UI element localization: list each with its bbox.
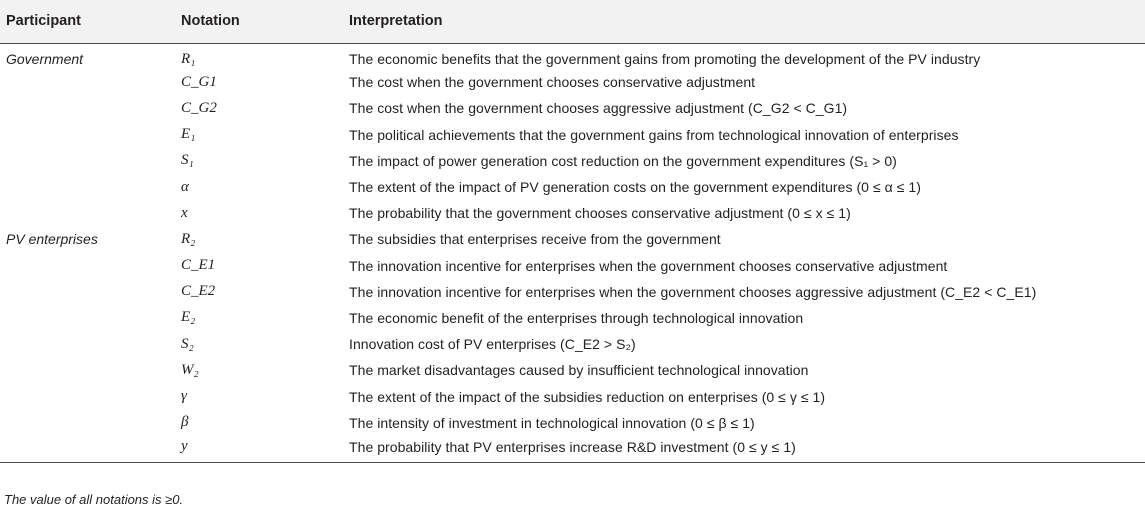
interpretation-cell: The cost when the government chooses aggressive adjustment (C_G2 < C_G1) <box>349 100 848 117</box>
notation-cell: α <box>181 178 189 195</box>
participant-cell: PV enterprises <box>6 231 98 248</box>
table-row <box>0 436 1145 462</box>
table-row <box>0 305 1145 331</box>
participant-cell <box>0 305 175 331</box>
notation-cell: R₂ <box>181 230 196 247</box>
notation-cell: E₁ <box>181 126 196 143</box>
notation-cell: C_G2 <box>181 99 217 116</box>
table-row <box>0 174 1145 200</box>
participant-cell <box>0 148 175 174</box>
interpretation-cell: The extent of the impact of PV generation costs on the government expenditures (0 ≤ α ≤ 1) <box>349 179 921 196</box>
participant-cell <box>0 410 175 436</box>
interpretation-cell: Innovation cost of PV enterprises (C_E2 > S₂) <box>349 336 636 353</box>
table-footnote: The value of all notations is ≥0. <box>4 492 184 507</box>
table-row <box>0 279 1145 305</box>
table-row <box>0 148 1145 174</box>
interpretation-cell: The innovation incentive for enterprises when the government chooses conservative adjustment <box>349 257 948 274</box>
notation-cell: E₂ <box>181 309 196 326</box>
participant-cell <box>0 174 175 200</box>
interpretation-cell: The extent of the impact of the subsidies reduction on enterprises (0 ≤ γ ≤ 1) <box>349 388 826 405</box>
participant-cell <box>0 383 175 409</box>
header-interpretation: Interpretation <box>343 0 1145 43</box>
table-row <box>0 410 1145 436</box>
table-body <box>0 43 1145 462</box>
table-header <box>0 0 1145 43</box>
participant-cell <box>0 331 175 357</box>
notation-cell: γ <box>181 388 187 405</box>
table-row <box>0 43 1145 69</box>
header-row <box>0 0 1145 43</box>
interpretation-cell: The political achievements that the government gains from technological innovation of enterprises <box>349 126 959 143</box>
participant-cell <box>0 200 175 226</box>
interpretation-cell: The subsidies that enterprises receive from the government <box>349 231 721 248</box>
participant-cell <box>0 253 175 279</box>
table-row <box>0 95 1145 121</box>
notation-cell: S₁ <box>181 152 194 169</box>
table-row <box>0 357 1145 383</box>
notation-cell: x <box>181 204 188 221</box>
interpretation-cell: The economic benefit of the enterprises through technological innovation <box>349 309 804 326</box>
table-row <box>0 69 1145 95</box>
table-row <box>0 253 1145 279</box>
table-row <box>0 331 1145 357</box>
participant-cell <box>0 122 175 148</box>
notation-cell: y <box>181 438 188 455</box>
table-row <box>0 122 1145 148</box>
table-row <box>0 383 1145 409</box>
participant-cell <box>0 279 175 305</box>
table-row <box>0 226 1145 252</box>
interpretation-cell: The probability that the government chooses conservative adjustment (0 ≤ x ≤ 1) <box>349 205 851 222</box>
interpretation-cell: The intensity of investment in technological innovation (0 ≤ β ≤ 1) <box>349 414 755 431</box>
participant-cell <box>0 357 175 383</box>
interpretation-cell: The cost when the government chooses conservative adjustment <box>349 74 756 91</box>
notation-cell: S₂ <box>181 335 194 352</box>
notation-cell: C_E2 <box>181 283 216 300</box>
interpretation-cell: The market disadvantages caused by insufficient technological innovation <box>349 362 809 379</box>
notation-cell: C_G1 <box>181 73 217 90</box>
interpretation-cell: The innovation incentive for enterprises when the government chooses aggressive adjustment (C_E2 < C_E1) <box>349 283 1037 300</box>
interpretation-cell: The probability that PV enterprises increase R&D investment (0 ≤ y ≤ 1) <box>349 438 796 455</box>
interpretation-cell: The impact of power generation cost reduction on the government expenditures (S₁ > 0) <box>349 152 897 169</box>
participant-cell <box>0 95 175 121</box>
notation-cell: C_E1 <box>181 257 216 274</box>
notation-cell: β <box>181 414 189 431</box>
notation-cell: W₂ <box>181 361 199 378</box>
participant-cell <box>0 69 175 95</box>
table-row <box>0 200 1145 226</box>
participant-cell: Government <box>6 51 84 68</box>
participant-cell <box>0 436 175 462</box>
interpretation-cell: The economic benefits that the government gains from promoting the development of the PV industry <box>349 51 981 68</box>
header-notation: Notation <box>175 0 343 43</box>
notation-cell: R₁ <box>181 50 196 67</box>
header-participant: Participant <box>0 0 175 43</box>
